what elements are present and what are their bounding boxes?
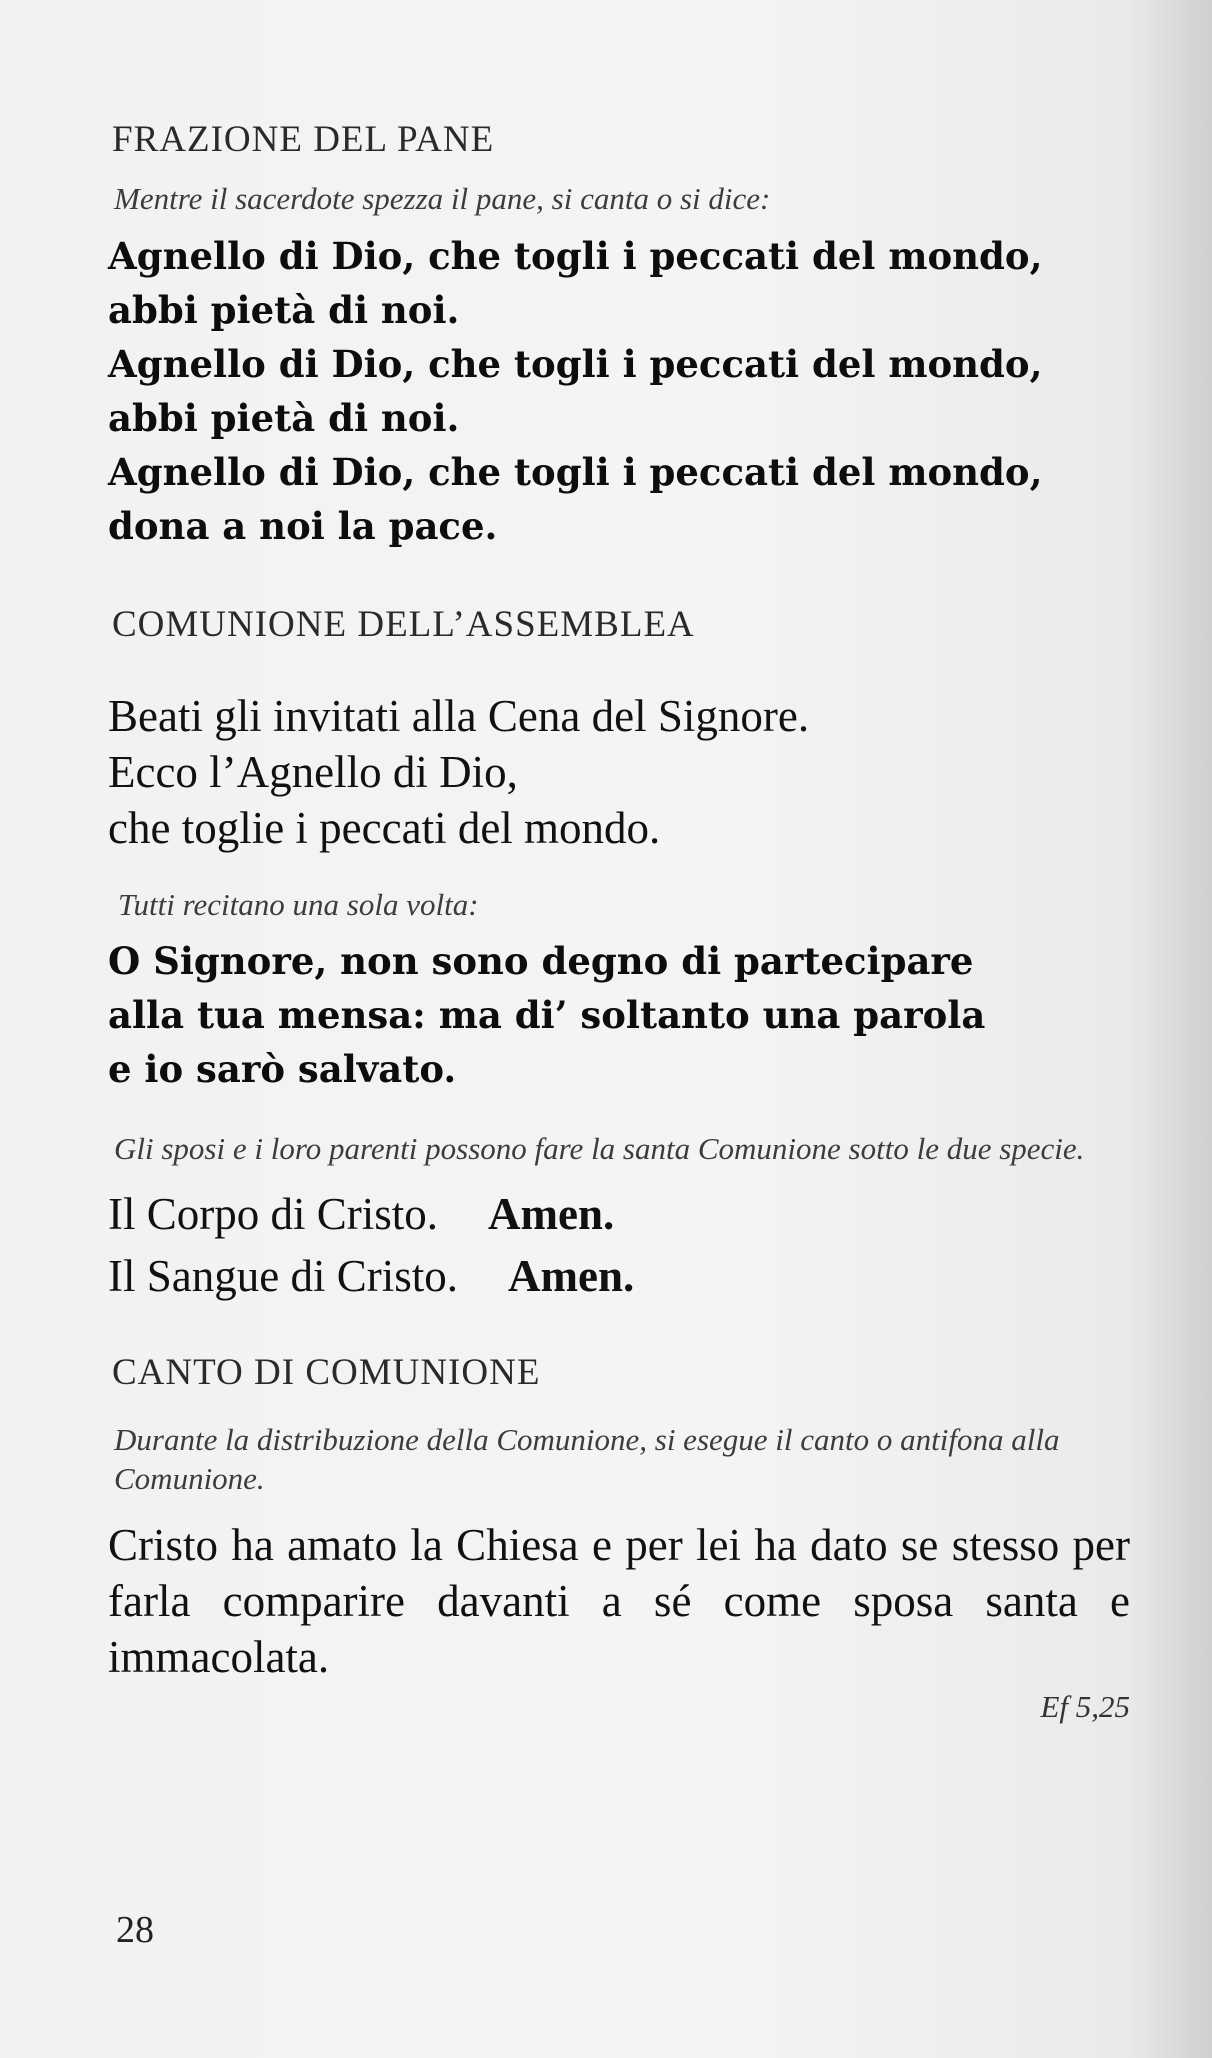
invitation-line: Ecco l’Agnello di Dio, <box>108 746 518 797</box>
section-heading-canto: CANTO DI COMUNIONE <box>112 1352 541 1394</box>
invitation-line: che toglie i peccati del mondo. <box>108 802 661 853</box>
rubric-canto: Durante la distribuzione della Comunione, si esegue il canto o antifona alla Comunione. <box>114 1422 1060 1497</box>
agnus-line: dona a noi la pace. <box>108 504 498 549</box>
response-line: alla tua mensa: ma di’ soltanto una parola <box>108 993 986 1038</box>
agnus-line: abbi pietà di noi. <box>108 288 460 333</box>
formula-sangue <box>108 1245 1130 1307</box>
domine-non-sum-text <box>108 934 1130 1096</box>
formula-sangue-text: Il Sangue di Cristo. <box>108 1251 458 1302</box>
agnus-line: Agnello di Dio, che togli i peccati del mondo, <box>108 342 1043 387</box>
invitation-line: Beati gli invitati alla Cena del Signore. <box>108 690 810 741</box>
antiphon-text: Cristo ha amato la Chiesa e per lei ha dato se stesso per farla comparire davanti a sé come sposa santa e immacolata. <box>108 1519 1130 1682</box>
formula-corpo-text: Il Corpo di Cristo. <box>108 1189 439 1240</box>
rubric-tutti: Tutti recitano una sola volta: <box>118 886 479 922</box>
agnus-dei-text <box>108 229 1130 553</box>
page-number: 28 <box>116 1909 154 1951</box>
invitation-text <box>108 688 1130 856</box>
rubric-frazione: Mentre il sacerdote spezza il pane, si canta o si dice: <box>114 181 771 217</box>
response-line: O Signore, non sono degno di partecipare <box>108 939 974 984</box>
section-heading-frazione: FRAZIONE DEL PANE <box>112 119 495 160</box>
page-content <box>108 118 1130 1725</box>
section-heading-comunione: COMUNIONE DELL’ASSEMBLEA <box>112 604 695 646</box>
formula-corpo <box>108 1183 1130 1245</box>
agnus-line: abbi pietà di noi. <box>108 396 460 441</box>
amen-response: Amen. <box>507 1251 635 1302</box>
agnus-line: Agnello di Dio, che togli i peccati del mondo, <box>108 450 1043 495</box>
scripture-reference: Ef 5,25 <box>1040 1688 1130 1724</box>
amen-response: Amen. <box>488 1189 615 1240</box>
agnus-line: Agnello di Dio, che togli i peccati del mondo, <box>108 234 1043 279</box>
response-line: e io sarò salvato. <box>108 1047 457 1092</box>
rubric-due-specie: Gli sposi e i loro parenti possono fare la santa Comunione sotto le due specie. <box>114 1131 1085 1167</box>
